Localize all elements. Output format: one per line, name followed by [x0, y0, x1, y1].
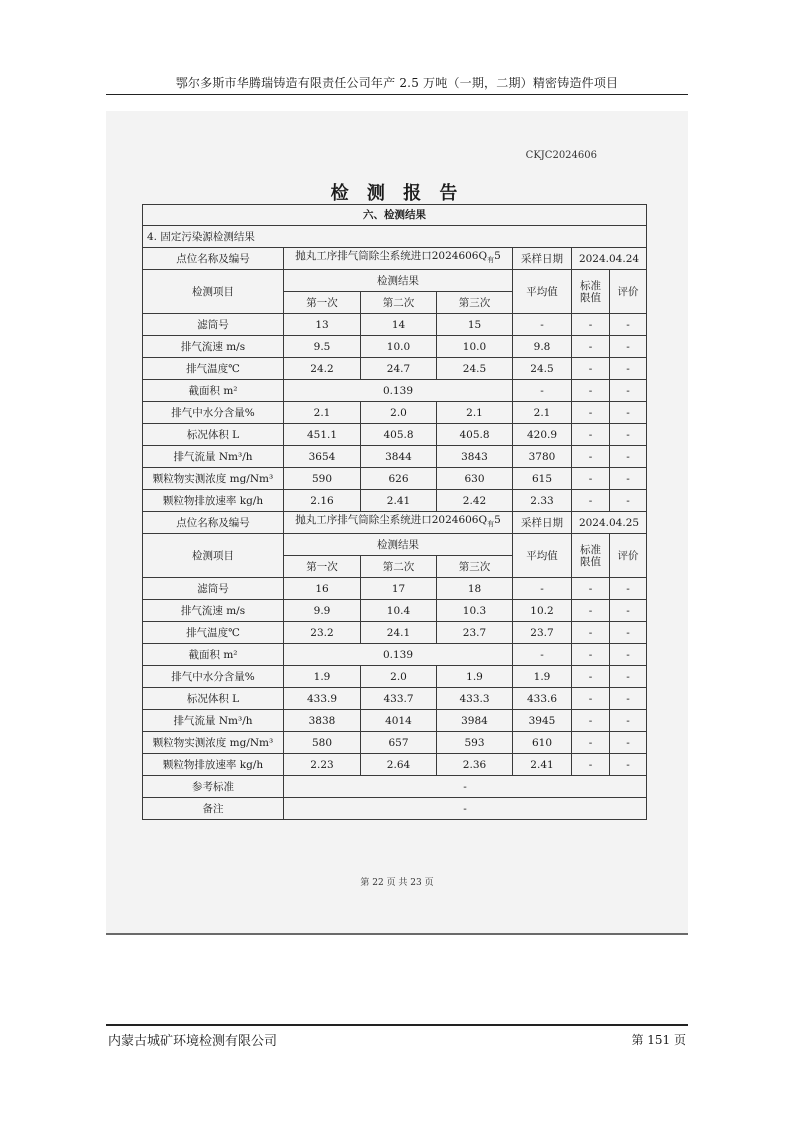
value-std-limit: - [572, 578, 610, 600]
value-second: 3844 [361, 446, 437, 468]
document-header: 鄂尔多斯市华腾瑞铸造有限责任公司年产 2.5 万吨（一期，二期）精密铸造件项目 [175, 76, 619, 90]
value-std-limit: - [572, 710, 610, 732]
value-third: 405.8 [437, 424, 513, 446]
value-average: 3945 [513, 710, 572, 732]
value-evaluation: - [610, 446, 647, 468]
value-evaluation: - [610, 666, 647, 688]
item-name: 颗粒物排放速率 kg/h [143, 490, 284, 512]
value-evaluation: - [610, 600, 647, 622]
value-third: 593 [437, 732, 513, 754]
value-evaluation: - [610, 424, 647, 446]
value-std-limit: - [572, 446, 610, 468]
value-average: 10.2 [513, 600, 572, 622]
sampling-date-value: 2024.04.24 [572, 248, 647, 270]
remarks-label: 备注 [143, 798, 284, 820]
point-name-subscript: 有 [487, 256, 495, 265]
item-name: 标况体积 L [143, 424, 284, 446]
average-header: 平均值 [513, 270, 572, 314]
point-name-value [284, 512, 513, 534]
data-row [143, 402, 647, 424]
value-std-limit: - [572, 622, 610, 644]
reference-standard-label: 参考标准 [143, 776, 284, 798]
value-second: 433.7 [361, 688, 437, 710]
item-name: 滤筒号 [143, 314, 284, 336]
value-average: 420.9 [513, 424, 572, 446]
scanned-report-page [106, 111, 688, 935]
item-name: 排气温度℃ [143, 358, 284, 380]
item-header: 检测项目 [143, 270, 284, 314]
value-average: - [513, 380, 572, 402]
subsection-title: 4. 固定污染源检测结果 [143, 226, 647, 248]
item-name: 排气流量 Nm³/h [143, 446, 284, 468]
value-third: 1.9 [437, 666, 513, 688]
value-std-limit: - [572, 644, 610, 666]
point-row [143, 248, 647, 270]
value-evaluation: - [610, 380, 647, 402]
value-first: 9.5 [284, 336, 361, 358]
value-average: 23.7 [513, 622, 572, 644]
data-row [143, 644, 647, 666]
item-name: 排气中水分含量% [143, 402, 284, 424]
merged-value: 0.139 [284, 644, 513, 666]
value-third: 2.42 [437, 490, 513, 512]
second-header: 第二次 [361, 292, 437, 314]
value-first: 16 [284, 578, 361, 600]
value-second: 24.7 [361, 358, 437, 380]
header-rule [106, 94, 688, 95]
value-average: - [513, 314, 572, 336]
value-second: 4014 [361, 710, 437, 732]
section-title: 六、检测结果 [143, 205, 647, 226]
value-std-limit: - [572, 336, 610, 358]
value-evaluation: - [610, 732, 647, 754]
value-third: 24.5 [437, 358, 513, 380]
data-row [143, 490, 647, 512]
data-row [143, 710, 647, 732]
value-std-limit: - [572, 314, 610, 336]
value-average: - [513, 644, 572, 666]
first-header: 第一次 [284, 556, 361, 578]
value-std-limit: - [572, 490, 610, 512]
value-second: 2.0 [361, 402, 437, 424]
sampling-date-value: 2024.04.25 [572, 512, 647, 534]
data-row [143, 732, 647, 754]
value-std-limit: - [572, 666, 610, 688]
value-first: 2.16 [284, 490, 361, 512]
evaluation-header: 评价 [610, 534, 647, 578]
item-name: 滤筒号 [143, 578, 284, 600]
value-evaluation: - [610, 622, 647, 644]
value-average: 9.8 [513, 336, 572, 358]
item-name: 排气中水分含量% [143, 666, 284, 688]
value-std-limit: - [572, 402, 610, 424]
footer-page-number: 第 151 页 [631, 1033, 686, 1047]
data-row [143, 666, 647, 688]
value-std-limit: - [572, 424, 610, 446]
value-average: 615 [513, 468, 572, 490]
value-second: 17 [361, 578, 437, 600]
value-evaluation: - [610, 578, 647, 600]
point-row [143, 512, 647, 534]
value-second: 2.64 [361, 754, 437, 776]
item-name: 截面积 m² [143, 380, 284, 402]
std-limit-header: 标准限值 [572, 534, 610, 578]
value-third: 2.36 [437, 754, 513, 776]
evaluation-header: 评价 [610, 270, 647, 314]
point-name-label: 点位名称及编号 [143, 248, 284, 270]
item-name: 标况体积 L [143, 688, 284, 710]
data-row [143, 314, 647, 336]
value-second: 405.8 [361, 424, 437, 446]
value-std-limit: - [572, 358, 610, 380]
value-first: 24.2 [284, 358, 361, 380]
data-row [143, 622, 647, 644]
value-std-limit: - [572, 732, 610, 754]
point-name-number: 5 [494, 250, 501, 263]
item-name: 颗粒物实测浓度 mg/Nm³ [143, 468, 284, 490]
value-std-limit: - [572, 688, 610, 710]
data-row [143, 600, 647, 622]
sampling-date-label: 采样日期 [513, 512, 572, 534]
value-third: 10.0 [437, 336, 513, 358]
remarks-row [143, 798, 647, 820]
header-row [143, 534, 647, 556]
value-third: 3984 [437, 710, 513, 732]
value-first: 590 [284, 468, 361, 490]
value-std-limit: - [572, 754, 610, 776]
value-evaluation: - [610, 490, 647, 512]
value-first: 23.2 [284, 622, 361, 644]
value-first: 451.1 [284, 424, 361, 446]
header-row [143, 270, 647, 292]
value-second: 2.0 [361, 666, 437, 688]
value-average: 1.9 [513, 666, 572, 688]
value-second: 10.0 [361, 336, 437, 358]
item-header: 检测项目 [143, 534, 284, 578]
average-header: 平均值 [513, 534, 572, 578]
remarks-value: - [284, 798, 647, 820]
data-row [143, 380, 647, 402]
data-row [143, 424, 647, 446]
item-name: 截面积 m² [143, 644, 284, 666]
data-row [143, 358, 647, 380]
value-first: 433.9 [284, 688, 361, 710]
value-first: 3654 [284, 446, 361, 468]
value-evaluation: - [610, 710, 647, 732]
value-second: 2.41 [361, 490, 437, 512]
value-evaluation: - [610, 688, 647, 710]
report-title: 检 测 报 告 [330, 183, 464, 204]
value-third: 15 [437, 314, 513, 336]
value-std-limit: - [572, 468, 610, 490]
value-third: 630 [437, 468, 513, 490]
value-std-limit: - [572, 600, 610, 622]
point-name-text: 抛丸工序排气筒除尘系统进口2024606Q [295, 250, 488, 263]
results-table [142, 204, 647, 820]
value-evaluation: - [610, 644, 647, 666]
results-header: 检测结果 [284, 534, 513, 556]
third-header: 第三次 [437, 292, 513, 314]
value-average: 433.6 [513, 688, 572, 710]
data-row [143, 446, 647, 468]
item-name: 排气流速 m/s [143, 600, 284, 622]
value-evaluation: - [610, 402, 647, 424]
value-first: 9.9 [284, 600, 361, 622]
value-first: 2.23 [284, 754, 361, 776]
value-first: 13 [284, 314, 361, 336]
value-third: 18 [437, 578, 513, 600]
value-second: 24.1 [361, 622, 437, 644]
third-header: 第三次 [437, 556, 513, 578]
value-second: 626 [361, 468, 437, 490]
item-name: 颗粒物排放速率 kg/h [143, 754, 284, 776]
value-third: 2.1 [437, 402, 513, 424]
reference-row [143, 776, 647, 798]
value-std-limit: - [572, 380, 610, 402]
first-header: 第一次 [284, 292, 361, 314]
reference-standard-value: - [284, 776, 647, 798]
point-name-text: 抛丸工序排气筒除尘系统进口2024606Q [295, 514, 488, 527]
value-first: 3838 [284, 710, 361, 732]
data-row [143, 754, 647, 776]
data-row [143, 688, 647, 710]
data-row [143, 336, 647, 358]
value-second: 14 [361, 314, 437, 336]
item-name: 排气流量 Nm³/h [143, 710, 284, 732]
value-average: 24.5 [513, 358, 572, 380]
merged-value: 0.139 [284, 380, 513, 402]
value-evaluation: - [610, 336, 647, 358]
point-name-number: 5 [494, 514, 501, 527]
value-third: 433.3 [437, 688, 513, 710]
point-name-subscript: 有 [487, 520, 495, 529]
sampling-date-label: 采样日期 [513, 248, 572, 270]
value-average: 3780 [513, 446, 572, 468]
value-third: 23.7 [437, 622, 513, 644]
point-name-label: 点位名称及编号 [143, 512, 284, 534]
value-evaluation: - [610, 358, 647, 380]
value-evaluation: - [610, 754, 647, 776]
value-average: 610 [513, 732, 572, 754]
value-first: 1.9 [284, 666, 361, 688]
value-average: 2.33 [513, 490, 572, 512]
second-header: 第二次 [361, 556, 437, 578]
value-evaluation: - [610, 314, 647, 336]
value-second: 10.4 [361, 600, 437, 622]
footer-rule [106, 1024, 688, 1026]
point-name-value [284, 248, 513, 270]
value-average: - [513, 578, 572, 600]
value-average: 2.41 [513, 754, 572, 776]
value-third: 3843 [437, 446, 513, 468]
footer-company: 内蒙古城矿环境检测有限公司 [108, 1034, 278, 1049]
value-first: 580 [284, 732, 361, 754]
item-name: 颗粒物实测浓度 mg/Nm³ [143, 732, 284, 754]
value-first: 2.1 [284, 402, 361, 424]
item-name: 排气温度℃ [143, 622, 284, 644]
report-page-number: 第 22 页 共 23 页 [360, 878, 434, 888]
data-row [143, 578, 647, 600]
data-row [143, 468, 647, 490]
value-evaluation: - [610, 468, 647, 490]
results-header: 检测结果 [284, 270, 513, 292]
value-average: 2.1 [513, 402, 572, 424]
report-number: CKJC2024606 [525, 150, 597, 161]
std-limit-header: 标准限值 [572, 270, 610, 314]
item-name: 排气流速 m/s [143, 336, 284, 358]
value-third: 10.3 [437, 600, 513, 622]
value-second: 657 [361, 732, 437, 754]
